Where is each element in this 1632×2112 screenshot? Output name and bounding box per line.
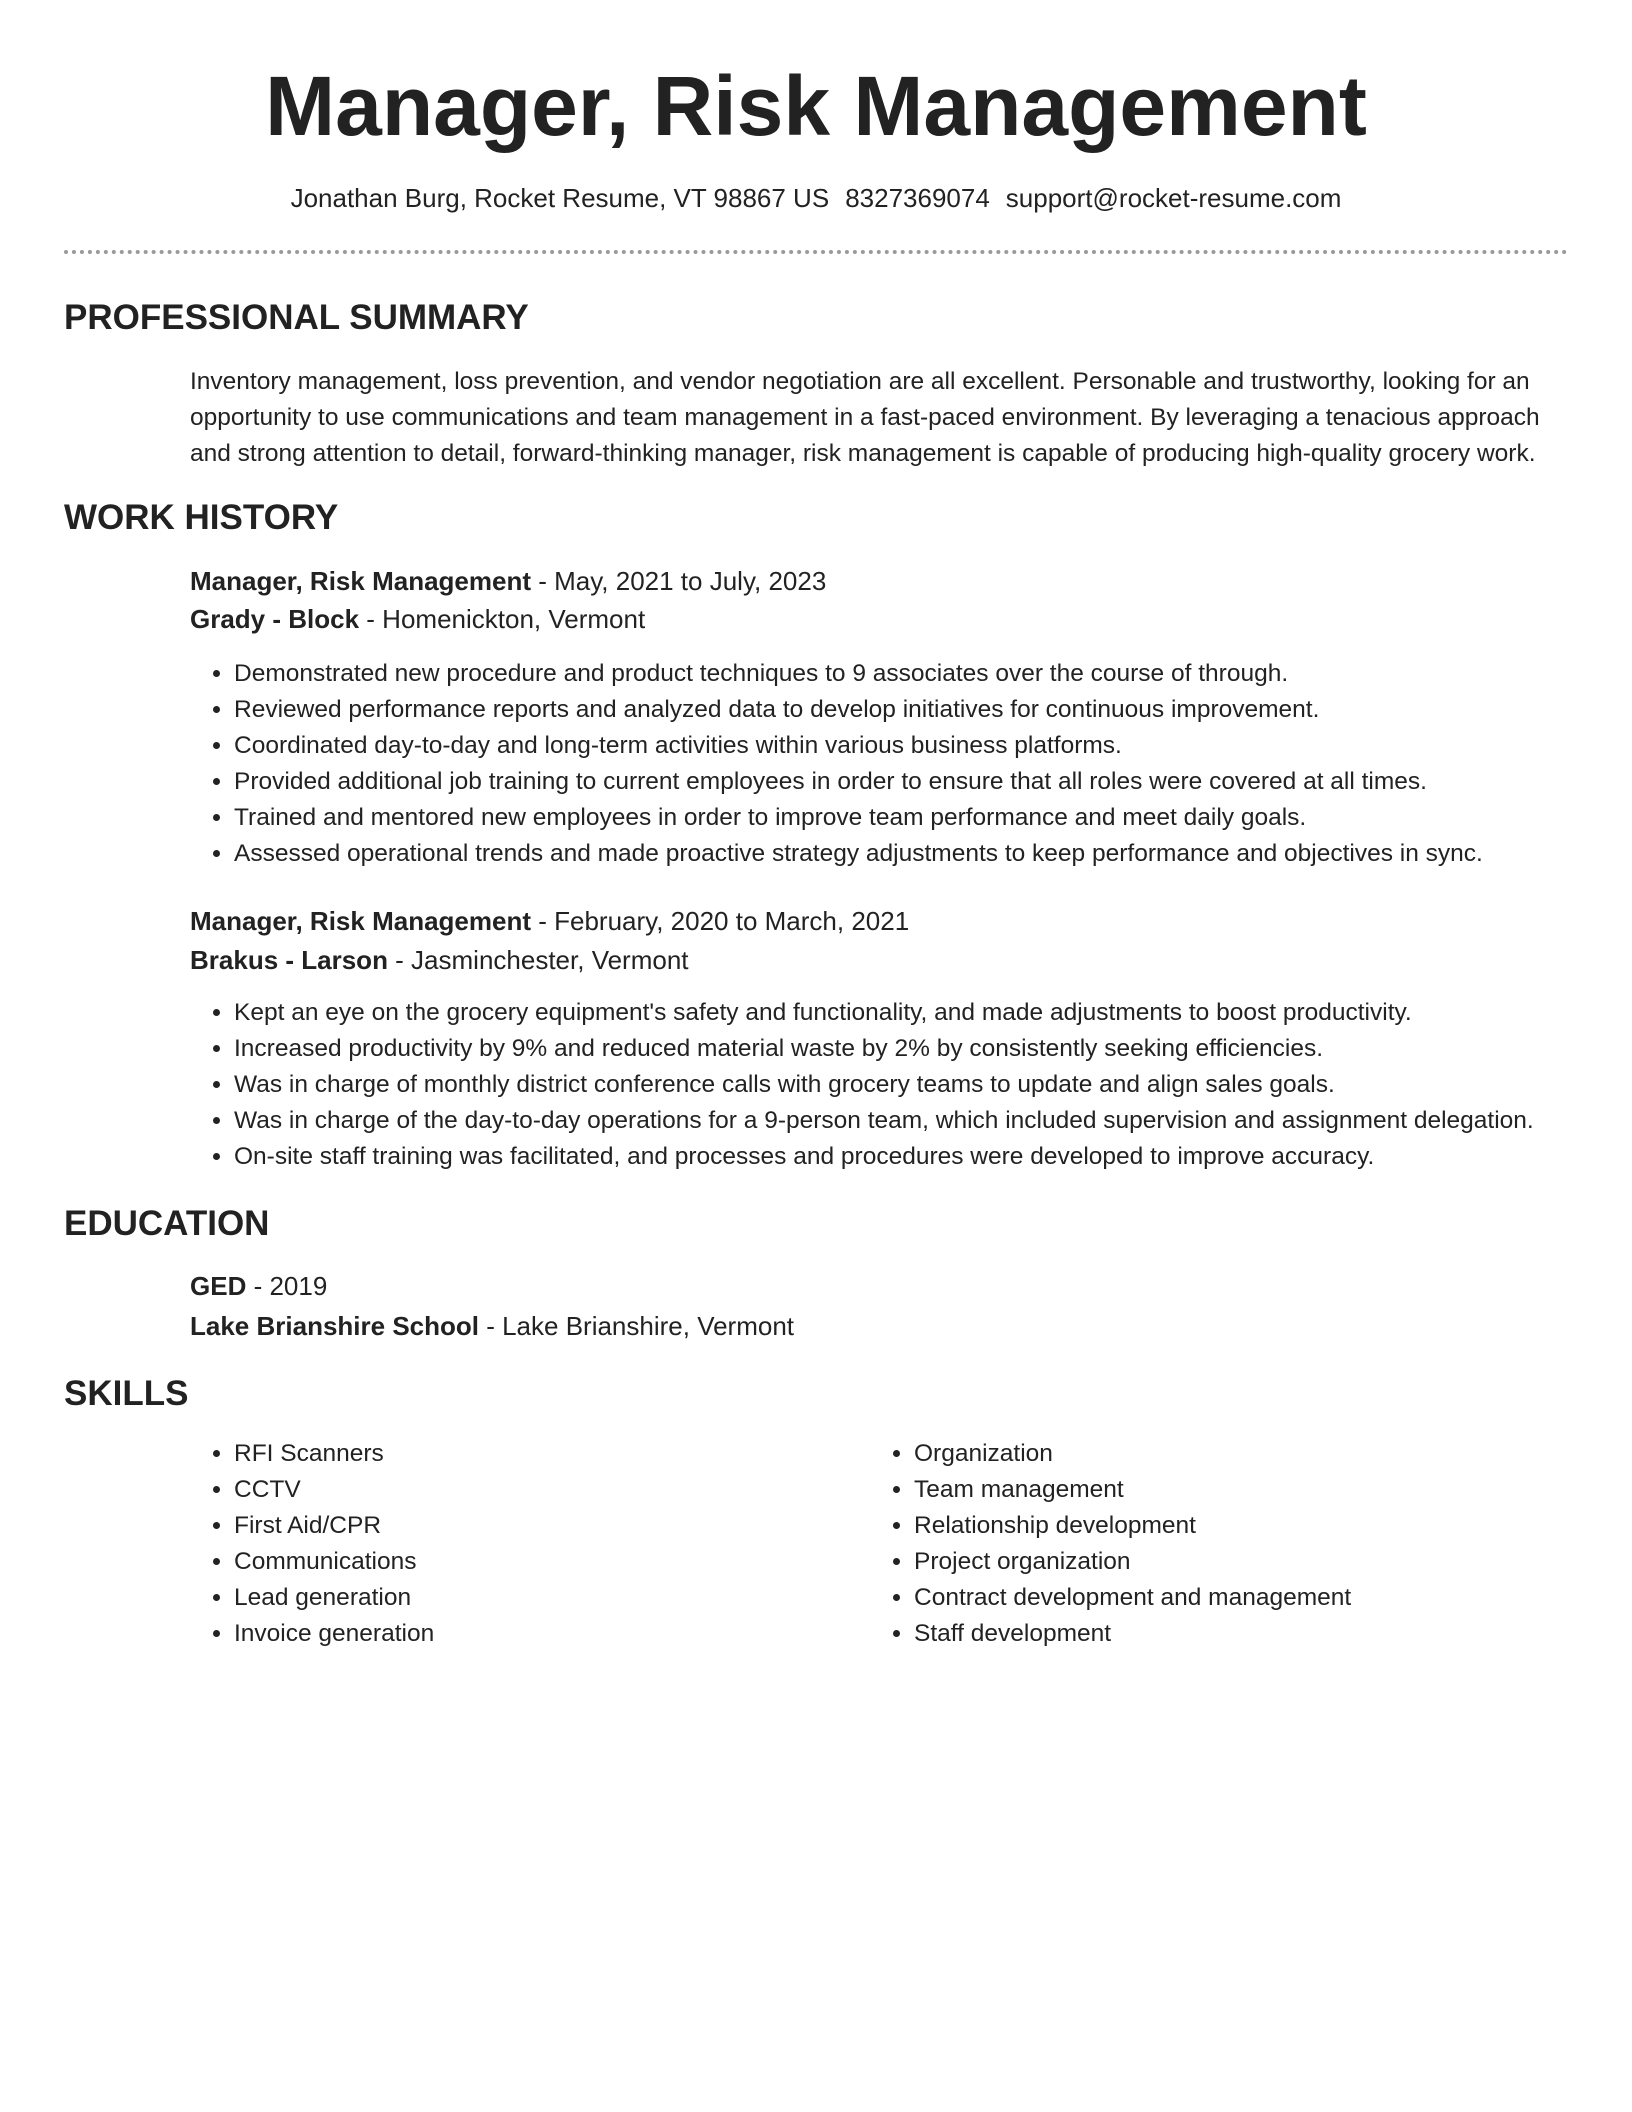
job-1-bullet: • Assessed operational trends and made proactive strategy adjustments to keep performance and objectives in sync. <box>234 836 1483 872</box>
job-2-location: - Jasminchester, Vermont <box>387 945 689 975</box>
summary-text: Inventory management, loss prevention, and vendor negotiation are all excellent. Personable and trustworthy, looking for an opportunity to use communications and team management in a fast-paced environment. By leveraging a tenacious approach and strong attention to detail, forward-thinking manager, risk management is capable of producing high-quality grocery work. <box>190 368 1540 467</box>
skill-item: • Team management <box>914 1472 1614 1508</box>
job-1-bullet: • Coordinated day-to-day and long-term activities within various business platforms. <box>234 728 1483 764</box>
education-degree: GED <box>190 1271 247 1301</box>
education-heading: EDUCATION <box>64 1204 270 1243</box>
job-2-bullet: • Was in charge of the day-to-day operations for a 9-person team, which included supervision and assignment delegation. <box>234 1103 1534 1139</box>
contact-email: support@rocket-resume.com <box>1005 183 1342 213</box>
education-school: Lake Brianshire School <box>190 1311 479 1341</box>
contact-address: Jonathan Burg, Rocket Resume, VT 98867 US <box>290 183 830 213</box>
contact-phone: 8327369074 <box>845 183 990 213</box>
skill-item: • Communications <box>234 1544 854 1580</box>
skill-item: • Contract development and management <box>914 1580 1614 1616</box>
job-2-title: Manager, Risk Management <box>190 906 531 936</box>
job-1-title-line <box>190 563 826 599</box>
job-1-company: Grady - Block <box>190 604 360 634</box>
skill-item: • Staff development <box>914 1616 1614 1652</box>
header-divider <box>64 250 1568 254</box>
job-2-company-line <box>190 942 689 978</box>
resume-title: Manager, Risk Management <box>265 59 1367 153</box>
skill-item: • Invoice generation <box>234 1616 854 1652</box>
job-2-dates: - February, 2020 to March, 2021 <box>531 906 910 936</box>
summary-heading: PROFESSIONAL SUMMARY <box>64 298 529 337</box>
job-1-bullet: • Provided additional job training to current employees in order to ensure that all roles were covered at all times. <box>234 764 1483 800</box>
job-2-bullet: • Kept an eye on the grocery equipment's safety and functionality, and made adjustments to boost productivity. <box>234 995 1534 1031</box>
job-1-title: Manager, Risk Management <box>190 566 531 596</box>
job-1-bullet: • Trained and mentored new employees in order to improve team performance and meet daily goals. <box>234 800 1483 836</box>
skill-item: • Lead generation <box>234 1580 854 1616</box>
skill-item: • Project organization <box>914 1544 1614 1580</box>
skill-item: • First Aid/CPR <box>234 1508 854 1544</box>
education-school-line <box>190 1308 794 1344</box>
job-2-bullet: • Increased productivity by 9% and reduced material waste by 2% by consistently seeking efficiencies. <box>234 1031 1534 1067</box>
skill-item: • CCTV <box>234 1472 854 1508</box>
job-2-bullet: • On-site staff training was facilitated, and processes and procedures were developed to improve accuracy. <box>234 1139 1534 1175</box>
job-2-bullet: • Was in charge of monthly district conference calls with grocery teams to update and align sales goals. <box>234 1067 1534 1103</box>
contact-line <box>0 180 1632 216</box>
skills-list-right <box>870 1436 1614 1652</box>
job-1-dates: - May, 2021 to July, 2023 <box>531 566 827 596</box>
education-location: - Lake Brianshire, Vermont <box>478 1311 795 1341</box>
job-1-bullet: • Reviewed performance reports and analyzed data to develop initiatives for continuous improvement. <box>234 692 1483 728</box>
education-year: - 2019 <box>246 1271 328 1301</box>
job-2-company: Brakus - Larson <box>190 945 388 975</box>
skills-heading: SKILLS <box>64 1374 189 1413</box>
skills-list-left <box>190 1436 854 1652</box>
job-1-bullets <box>190 656 1483 872</box>
skill-item: • Relationship development <box>914 1508 1614 1544</box>
education-degree-line <box>190 1268 327 1304</box>
job-1-location: - Homenickton, Vermont <box>359 604 646 634</box>
job-2-bullets <box>190 995 1534 1175</box>
skill-item: • Organization <box>914 1436 1614 1472</box>
job-1-company-line <box>190 601 645 637</box>
work-history-heading: WORK HISTORY <box>64 498 339 537</box>
job-2-title-line <box>190 903 909 939</box>
skill-item: • RFI Scanners <box>234 1436 854 1472</box>
job-1-bullet: • Demonstrated new procedure and product techniques to 9 associates over the course of through. <box>234 656 1483 692</box>
